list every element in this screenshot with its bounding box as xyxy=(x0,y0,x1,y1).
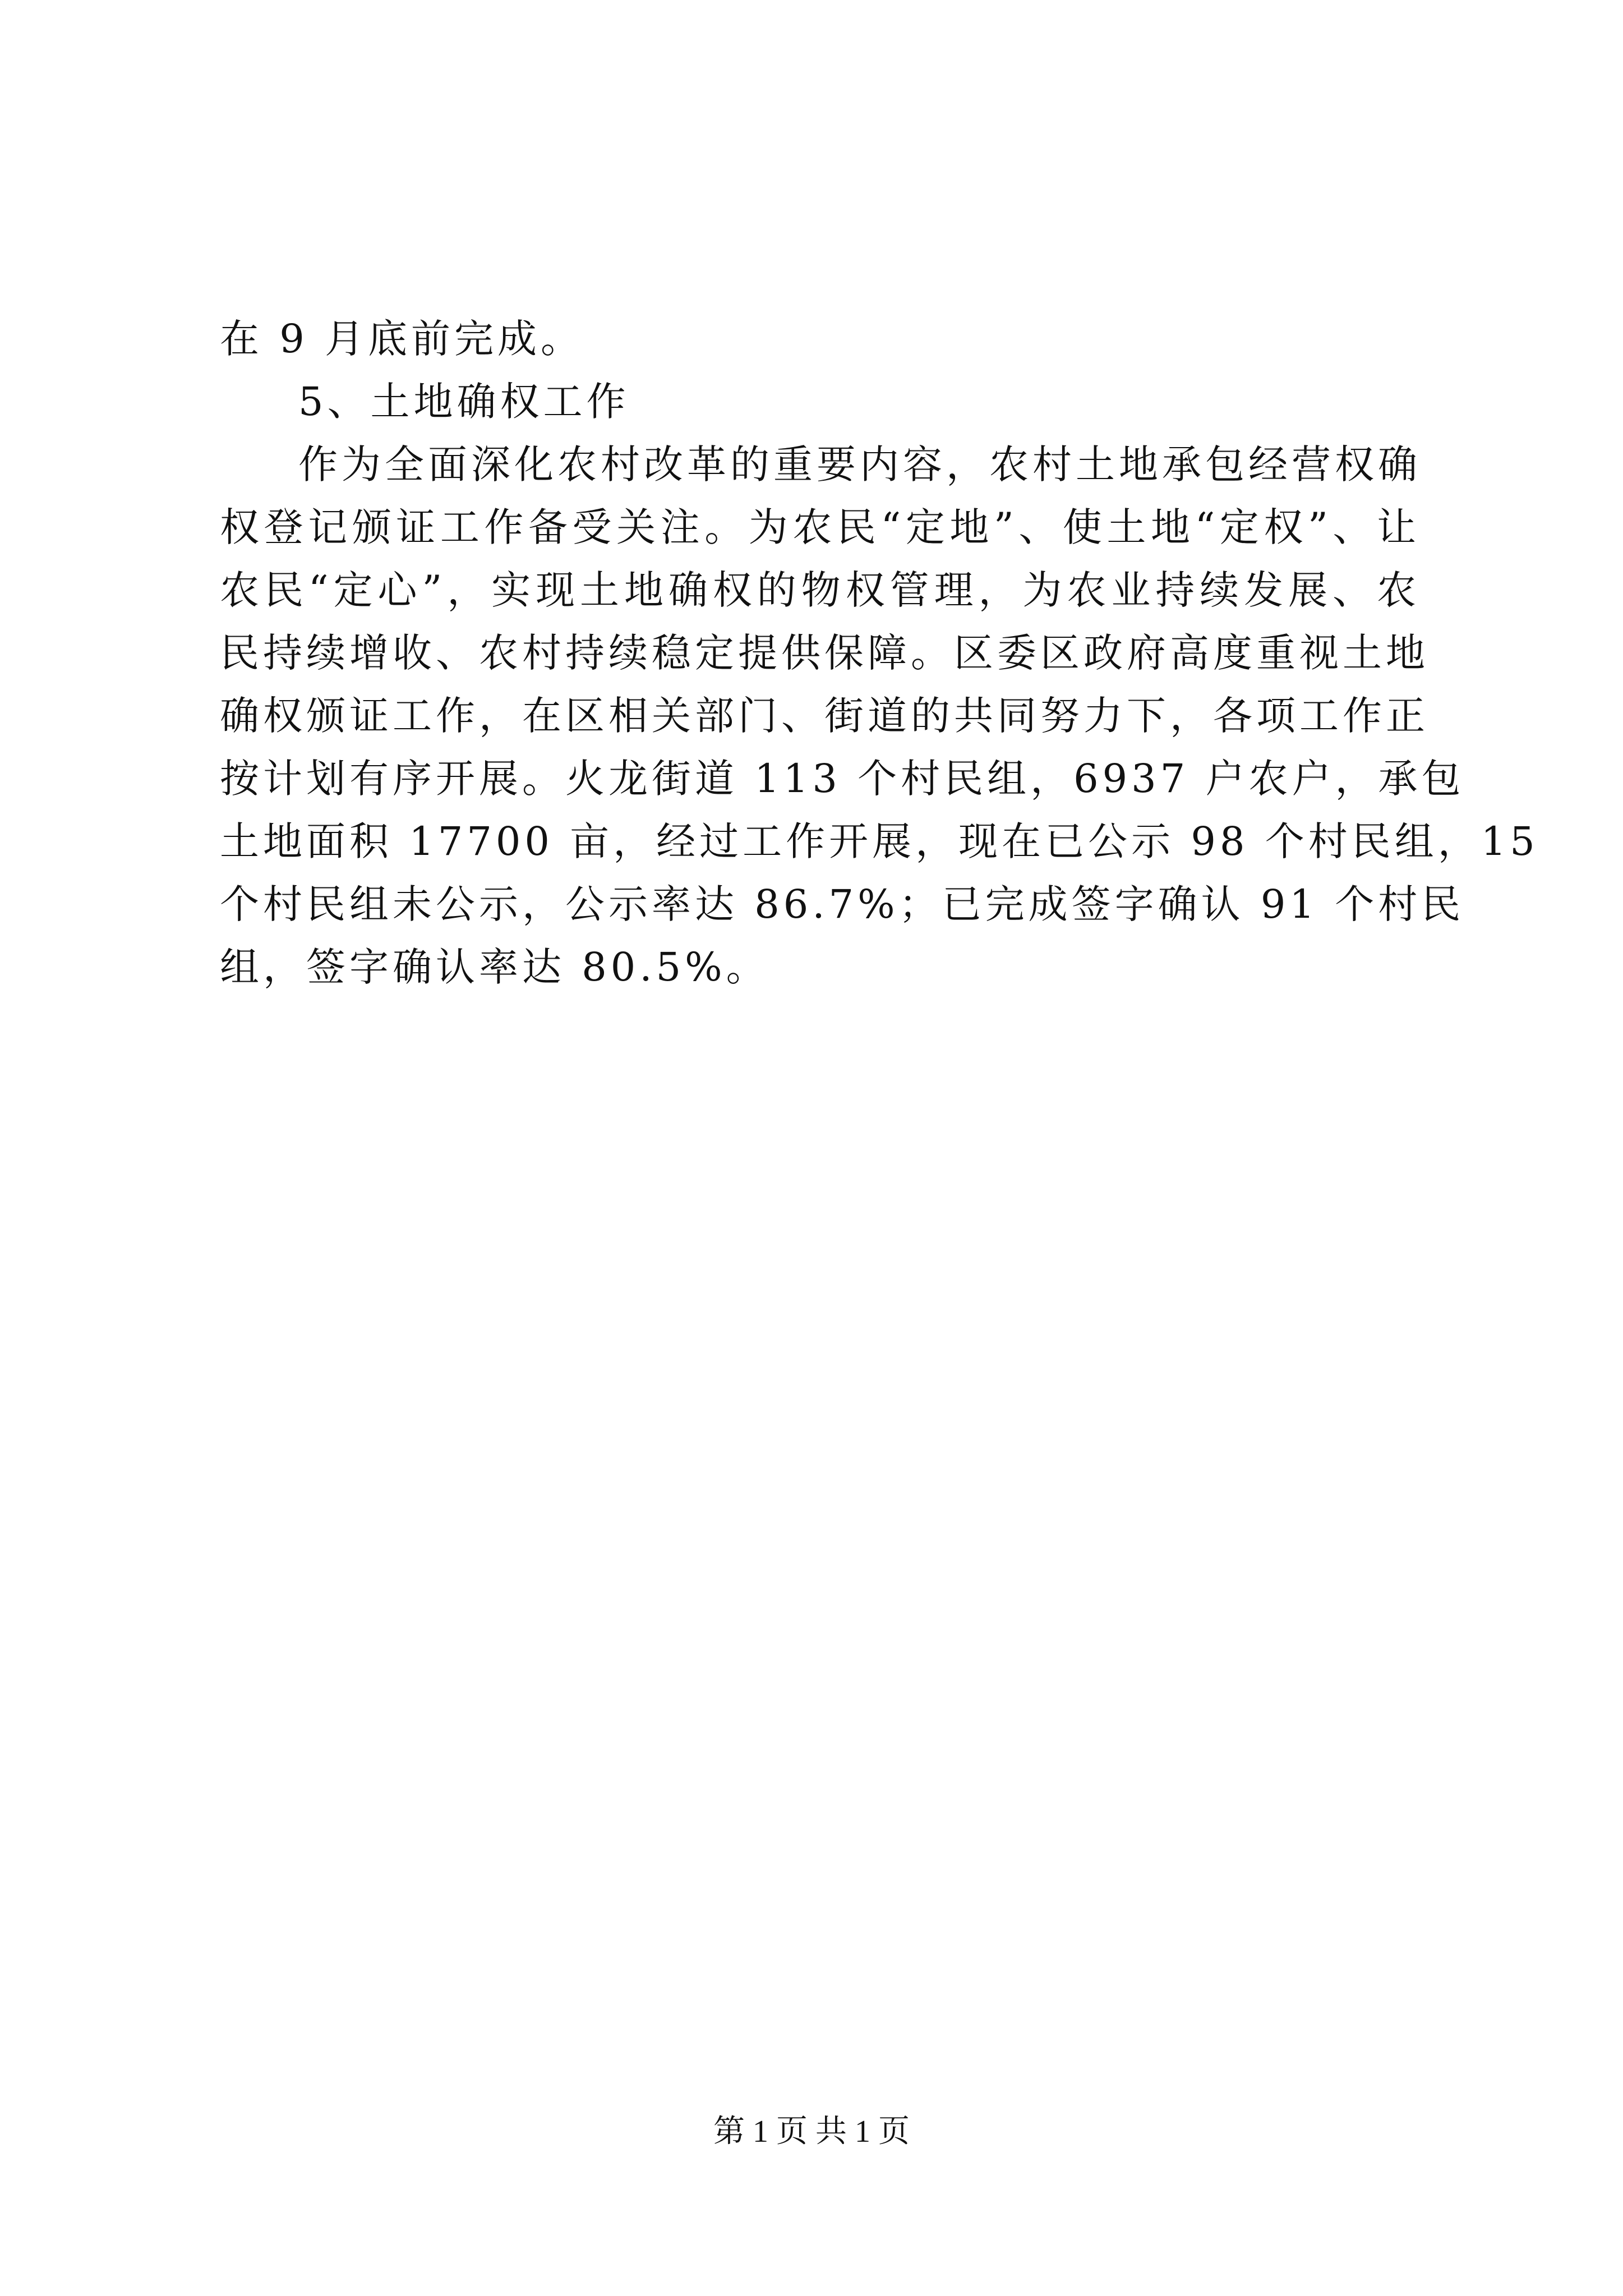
body-line-6: 民持续增收、农村持续稳定提供保障。区委区政府高度重视土地 xyxy=(220,630,1429,676)
body-line-11: 组，签字确认率达 80.5%。 xyxy=(220,944,769,990)
body-line-5: 农民“定心”，实现土地确权的物权管理，为农业持续发展、农 xyxy=(220,567,1420,613)
document-body xyxy=(220,307,1539,999)
body-line-1: 在 9 月底前完成。 xyxy=(220,316,584,362)
body-line-7: 确权颁证工作，在区相关部门、街道的共同努力下，各项工作正 xyxy=(220,693,1429,739)
body-line-10: 个村民组未公示，公示率达 86.7%；已完成签字确认 91 个村民 xyxy=(220,881,1465,927)
body-line-4: 权登记颁证工作备受关注。为农民“定地”、使土地“定权”、让 xyxy=(220,504,1420,550)
body-line-8: 按计划有序开展。火龙街道 113 个村民组，6937 户农户，承包 xyxy=(220,756,1465,802)
section-heading: 5、土地确权工作 xyxy=(298,379,630,425)
body-line-3: 作为全面深化农村改革的重要内容，农村土地承包经营权确 xyxy=(298,441,1421,487)
page-number-footer: 第 1 页 共 1 页 xyxy=(713,2114,910,2149)
body-line-9: 土地面积 17700 亩，经过工作开展，现在已公示 98 个村民组，15 xyxy=(220,818,1539,864)
